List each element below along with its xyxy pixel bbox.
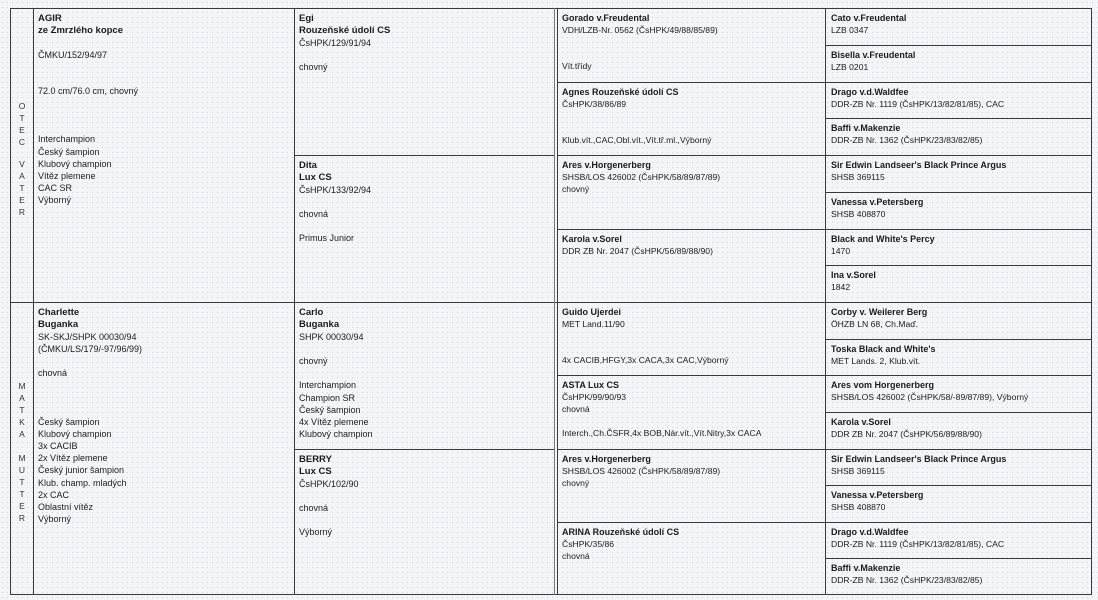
- ancestor-name: Black and White's Percy: [831, 234, 935, 244]
- ancestor-registration: SHSB 369115: [831, 466, 885, 476]
- ancestor-note: chovná: [562, 404, 590, 415]
- grandparent-note: chovná: [299, 503, 329, 514]
- side-letter: M: [18, 381, 26, 391]
- ancestor-registration: VDH/LZB-Nr. 0562 (ČsHPK/49/88/85/89): [562, 25, 718, 35]
- gen4-cell: [827, 268, 1097, 303]
- side-gap: [11, 148, 33, 158]
- side-letter: T: [19, 113, 25, 123]
- ancestor-name: Ina v.Sorel: [831, 270, 876, 280]
- grandparent-name: BERRY: [299, 454, 332, 465]
- dam-registration: SK-SKJ/SHPK 00030/94: [38, 332, 137, 342]
- side-letter: A: [19, 393, 25, 403]
- gen4-cell: [827, 378, 1097, 413]
- ancestor-note: 4x CACIB,HFGY,3x CACA,3x CAC,Výborný: [562, 355, 729, 366]
- sire-size: 72.0 cm/76.0 cm, chovný: [38, 86, 139, 97]
- ancestor-registration: LZB 0201: [831, 62, 869, 72]
- side-letter: T: [19, 477, 25, 487]
- ancestor-note: Interch.,Ch.ČSFR,4x BOB,Nár.vít.,Vít.Nitry,3x CACA: [562, 428, 762, 439]
- side-letter: E: [19, 501, 25, 511]
- dam-title: Český junior šampion: [38, 465, 125, 476]
- gen4-cell: [827, 85, 1097, 119]
- grandparent-title: Interchampion: [299, 380, 357, 391]
- ancestor-note: chovný: [562, 478, 590, 489]
- great-grandparent-cell: [558, 305, 830, 376]
- sire-registration: ČMKU/152/94/97: [38, 50, 108, 60]
- dam-title: Klubový champion: [38, 428, 112, 439]
- sire-name: AGIR: [38, 13, 62, 24]
- sire-title: Český šampion: [38, 146, 100, 157]
- ancestor-registration: SHSB/LOS 426002 (ČsHPK/58/89/87/89): [562, 466, 721, 476]
- ancestor-name: Vanessa v.Petersberg: [831, 197, 924, 207]
- side-letter: V: [19, 159, 25, 169]
- spacer: [562, 330, 826, 354]
- spacer: [562, 36, 826, 60]
- great-grandparent-cell: [558, 452, 830, 523]
- gen4-cell: [827, 158, 1097, 193]
- sire-title: CAC SR: [38, 183, 73, 194]
- spacer: [38, 37, 293, 49]
- grandparent-title: Champion SR: [299, 392, 356, 403]
- side-letter: T: [19, 183, 25, 193]
- side-letter: K: [19, 417, 25, 427]
- dam-title: 3x CACIB: [38, 441, 78, 452]
- dam-title: Klub. champ. mladých: [38, 477, 127, 488]
- dam-kennel: Buganka: [38, 319, 79, 330]
- granddam-paternal-cell: [296, 158, 558, 304]
- gen4-cell: [827, 121, 1097, 156]
- great-grandparent-cell: [558, 525, 830, 595]
- dam-cell: [35, 305, 296, 597]
- grandparent-registration: ČsHPK/133/92/94: [299, 185, 372, 195]
- grandparent-title: Český šampion: [299, 404, 361, 415]
- side-letter: A: [19, 171, 25, 181]
- grandparent-title: Klubový champion: [299, 429, 373, 440]
- side-letter: U: [18, 465, 26, 475]
- grandparent-note: chovný: [299, 356, 328, 367]
- ancestor-registration: DDR-ZB Nr. 1119 (ČsHPK/13/82/81/85), CAC: [831, 539, 1005, 549]
- side-letter: O: [18, 101, 26, 111]
- grandparent-name: Carlo: [299, 307, 324, 318]
- grandparent-name: Egi: [299, 13, 314, 24]
- great-grandparent-cell: [558, 378, 830, 450]
- grandparent-kennel: Rouzeňské údolí CS: [299, 25, 391, 36]
- gen4-cell: [827, 305, 1097, 340]
- grandparent-note: chovný: [299, 62, 328, 73]
- ancestor-name: Karola v.Sorel: [831, 417, 891, 427]
- side-letter: M: [18, 453, 26, 463]
- side-label-divider: [33, 8, 34, 595]
- ancestor-registration: LZB 0347: [831, 25, 869, 35]
- spacer: [562, 415, 826, 427]
- grandparent-kennel: Buganka: [299, 319, 340, 330]
- ancestor-registration: SHSB/LOS 426002 (ČsHPK/58/89/87/89): [562, 172, 721, 182]
- sire-kennel: ze Zmrzlého kopce: [38, 25, 123, 36]
- ancestor-registration: ČsHPK/38/86/89: [562, 99, 627, 109]
- spacer: [299, 343, 555, 355]
- sire-title: Vítěz plemene: [38, 171, 96, 182]
- grandparent-kennel: Lux CS: [299, 466, 332, 477]
- ancestor-name: Baffi v.Makenzie: [831, 563, 901, 573]
- grandparent-note: Výborný: [299, 527, 333, 538]
- spacer: [38, 355, 293, 367]
- ancestor-name: Vanessa v.Petersberg: [831, 490, 924, 500]
- grandparent-kennel: Lux CS: [299, 172, 332, 183]
- sire-side-label: [11, 100, 33, 218]
- grandparent-title: 4x Vítěz plemene: [299, 417, 369, 428]
- ancestor-registration: ÖHZB LN 68, Ch.Maď.: [831, 319, 918, 329]
- frame-top: [10, 8, 1092, 9]
- dam-title: 2x CAC: [38, 489, 70, 500]
- ancestor-registration: SHSB 369115: [831, 172, 885, 182]
- ancestor-registration: ČsHPK/35/86: [562, 539, 615, 549]
- sire-cell: [35, 11, 296, 305]
- ancestor-name: Sir Edwin Landseer's Black Prince Argus: [831, 160, 1007, 170]
- ancestor-name: Agnes Rouzeňské údolí CS: [562, 87, 679, 97]
- side-letter: T: [19, 405, 25, 415]
- ancestor-registration: DDR ZB Nr. 2047 (ČsHPK/56/89/88/90): [831, 429, 982, 439]
- spacer: [38, 97, 293, 133]
- ancestor-registration: SHSB 408870: [831, 502, 886, 512]
- ancestor-name: Sir Edwin Landseer's Black Prince Argus: [831, 454, 1007, 464]
- grandsire-paternal-cell: [296, 11, 558, 157]
- gen4-cell: [827, 48, 1097, 83]
- ancestor-registration: DDR ZB Nr. 2047 (ČsHPK/56/89/88/90): [562, 246, 713, 256]
- great-grandparent-cell: [558, 85, 830, 156]
- gen4-cell: [827, 561, 1097, 595]
- gen4-cell: [827, 452, 1097, 486]
- gen4-cell: [827, 195, 1097, 230]
- side-letter: C: [18, 137, 26, 147]
- ancestor-name: Cato v.Freudental: [831, 13, 907, 23]
- ancestor-name: Gorado v.Freudental: [562, 13, 650, 23]
- great-grandparent-cell: [558, 158, 830, 230]
- ancestor-registration: ČsHPK/99/90/93: [562, 392, 627, 402]
- grandparent-note: chovná: [299, 209, 329, 220]
- grandparent-registration: ČsHPK/129/91/94: [299, 38, 372, 48]
- ancestor-name: Baffi v.Makenzie: [831, 123, 901, 133]
- dam-status: chovná: [38, 368, 68, 379]
- dam-name: Charlette: [38, 307, 80, 318]
- grandparent-registration: ČsHPK/102/90: [299, 479, 359, 489]
- ancestor-note: chovná: [562, 551, 590, 562]
- dam-side-label: [11, 380, 33, 524]
- gen4-cell: [827, 11, 1097, 46]
- gen4-cell: [827, 342, 1097, 376]
- gen4-cell: [827, 415, 1097, 450]
- gen4-cell: [827, 488, 1097, 523]
- ancestor-registration: SHSB/LOS 426002 (ČsHPK/58/-89/87/89), Výborný: [831, 392, 1029, 402]
- ancestor-name: Guido Ujerdei: [562, 307, 622, 317]
- gen4-cell: [827, 232, 1097, 266]
- grandparent-note: Primus Junior: [299, 233, 355, 244]
- gen4-cell: [827, 525, 1097, 559]
- ancestor-note: Klub.vít.,CAC,Obl.vít.,Vít.tř.ml.,Výborný: [562, 135, 712, 146]
- ancestor-registration: DDR-ZB Nr. 1362 (ČsHPK/23/83/82/85): [831, 575, 983, 585]
- ancestor-name: Drago v.d.Waldfee: [831, 527, 909, 537]
- spacer: [299, 196, 555, 208]
- spacer: [299, 49, 555, 61]
- ancestor-name: Ares v.Horgenerberg: [562, 454, 651, 464]
- spacer: [38, 61, 293, 85]
- ancestor-registration: DDR-ZB Nr. 1119 (ČsHPK/13/82/81/85), CAC: [831, 99, 1005, 109]
- spacer: [562, 110, 826, 134]
- ancestor-name: Ares v.Horgenerberg: [562, 160, 651, 170]
- grandsire-maternal-cell: [296, 305, 558, 451]
- ancestor-name: Ares vom Horgenerberg: [831, 380, 935, 390]
- ancestor-name: Karola v.Sorel: [562, 234, 622, 244]
- ancestor-registration: MET Land.11/90: [562, 319, 625, 329]
- sire-title: Klubový champion: [38, 158, 112, 169]
- ancestor-name: ARINA Rouzeňské údolí CS: [562, 527, 680, 537]
- ancestor-name: Bisella v.Freudental: [831, 50, 916, 60]
- great-grandparent-cell: [558, 11, 830, 83]
- spacer: [38, 380, 293, 416]
- dam-title: Český šampion: [38, 416, 100, 427]
- ancestor-registration: 1470: [831, 246, 851, 256]
- ancestor-note: chovný: [562, 184, 590, 195]
- ancestor-registration: DDR-ZB Nr. 1362 (ČsHPK/23/83/82/85): [831, 135, 983, 145]
- ancestor-registration: MET Lands. 2, Klub.vít.: [831, 356, 921, 366]
- ancestor-registration: SHSB 408870: [831, 209, 886, 219]
- side-letter: E: [19, 125, 25, 135]
- side-gap: [11, 440, 33, 452]
- grandparent-name: Dita: [299, 160, 317, 171]
- side-letter: T: [19, 489, 25, 499]
- dam-registration-alt: (ČMKU/LS/179/-97/96/99): [38, 344, 143, 355]
- dam-title: Oblastní vítěz: [38, 502, 94, 513]
- granddam-maternal-cell: [296, 452, 558, 596]
- great-grandparent-cell: [558, 232, 830, 303]
- ancestor-name: Toska Black and White's: [831, 344, 936, 354]
- spacer: [299, 220, 555, 232]
- dam-title: Výborný: [38, 514, 72, 525]
- ancestor-name: Corby v. Weilerer Berg: [831, 307, 928, 317]
- ancestor-name: ASTA Lux CS: [562, 380, 620, 390]
- spacer: [299, 490, 555, 502]
- dam-title: 2x Vítěz plemene: [38, 453, 108, 464]
- sire-title: Výborný: [38, 195, 72, 206]
- side-letter: R: [18, 513, 26, 523]
- ancestor-name: Drago v.d.Waldfee: [831, 87, 909, 97]
- ancestor-note: Vít.třídy: [562, 61, 592, 72]
- side-letter: E: [19, 195, 25, 205]
- sire-title: Interchampion: [38, 134, 96, 145]
- side-letter: R: [18, 207, 26, 217]
- grandparent-registration: SHPK 00030/94: [299, 332, 364, 342]
- ancestor-registration: 1842: [831, 282, 851, 292]
- spacer: [299, 514, 555, 526]
- side-letter: A: [19, 429, 25, 439]
- spacer: [299, 367, 555, 379]
